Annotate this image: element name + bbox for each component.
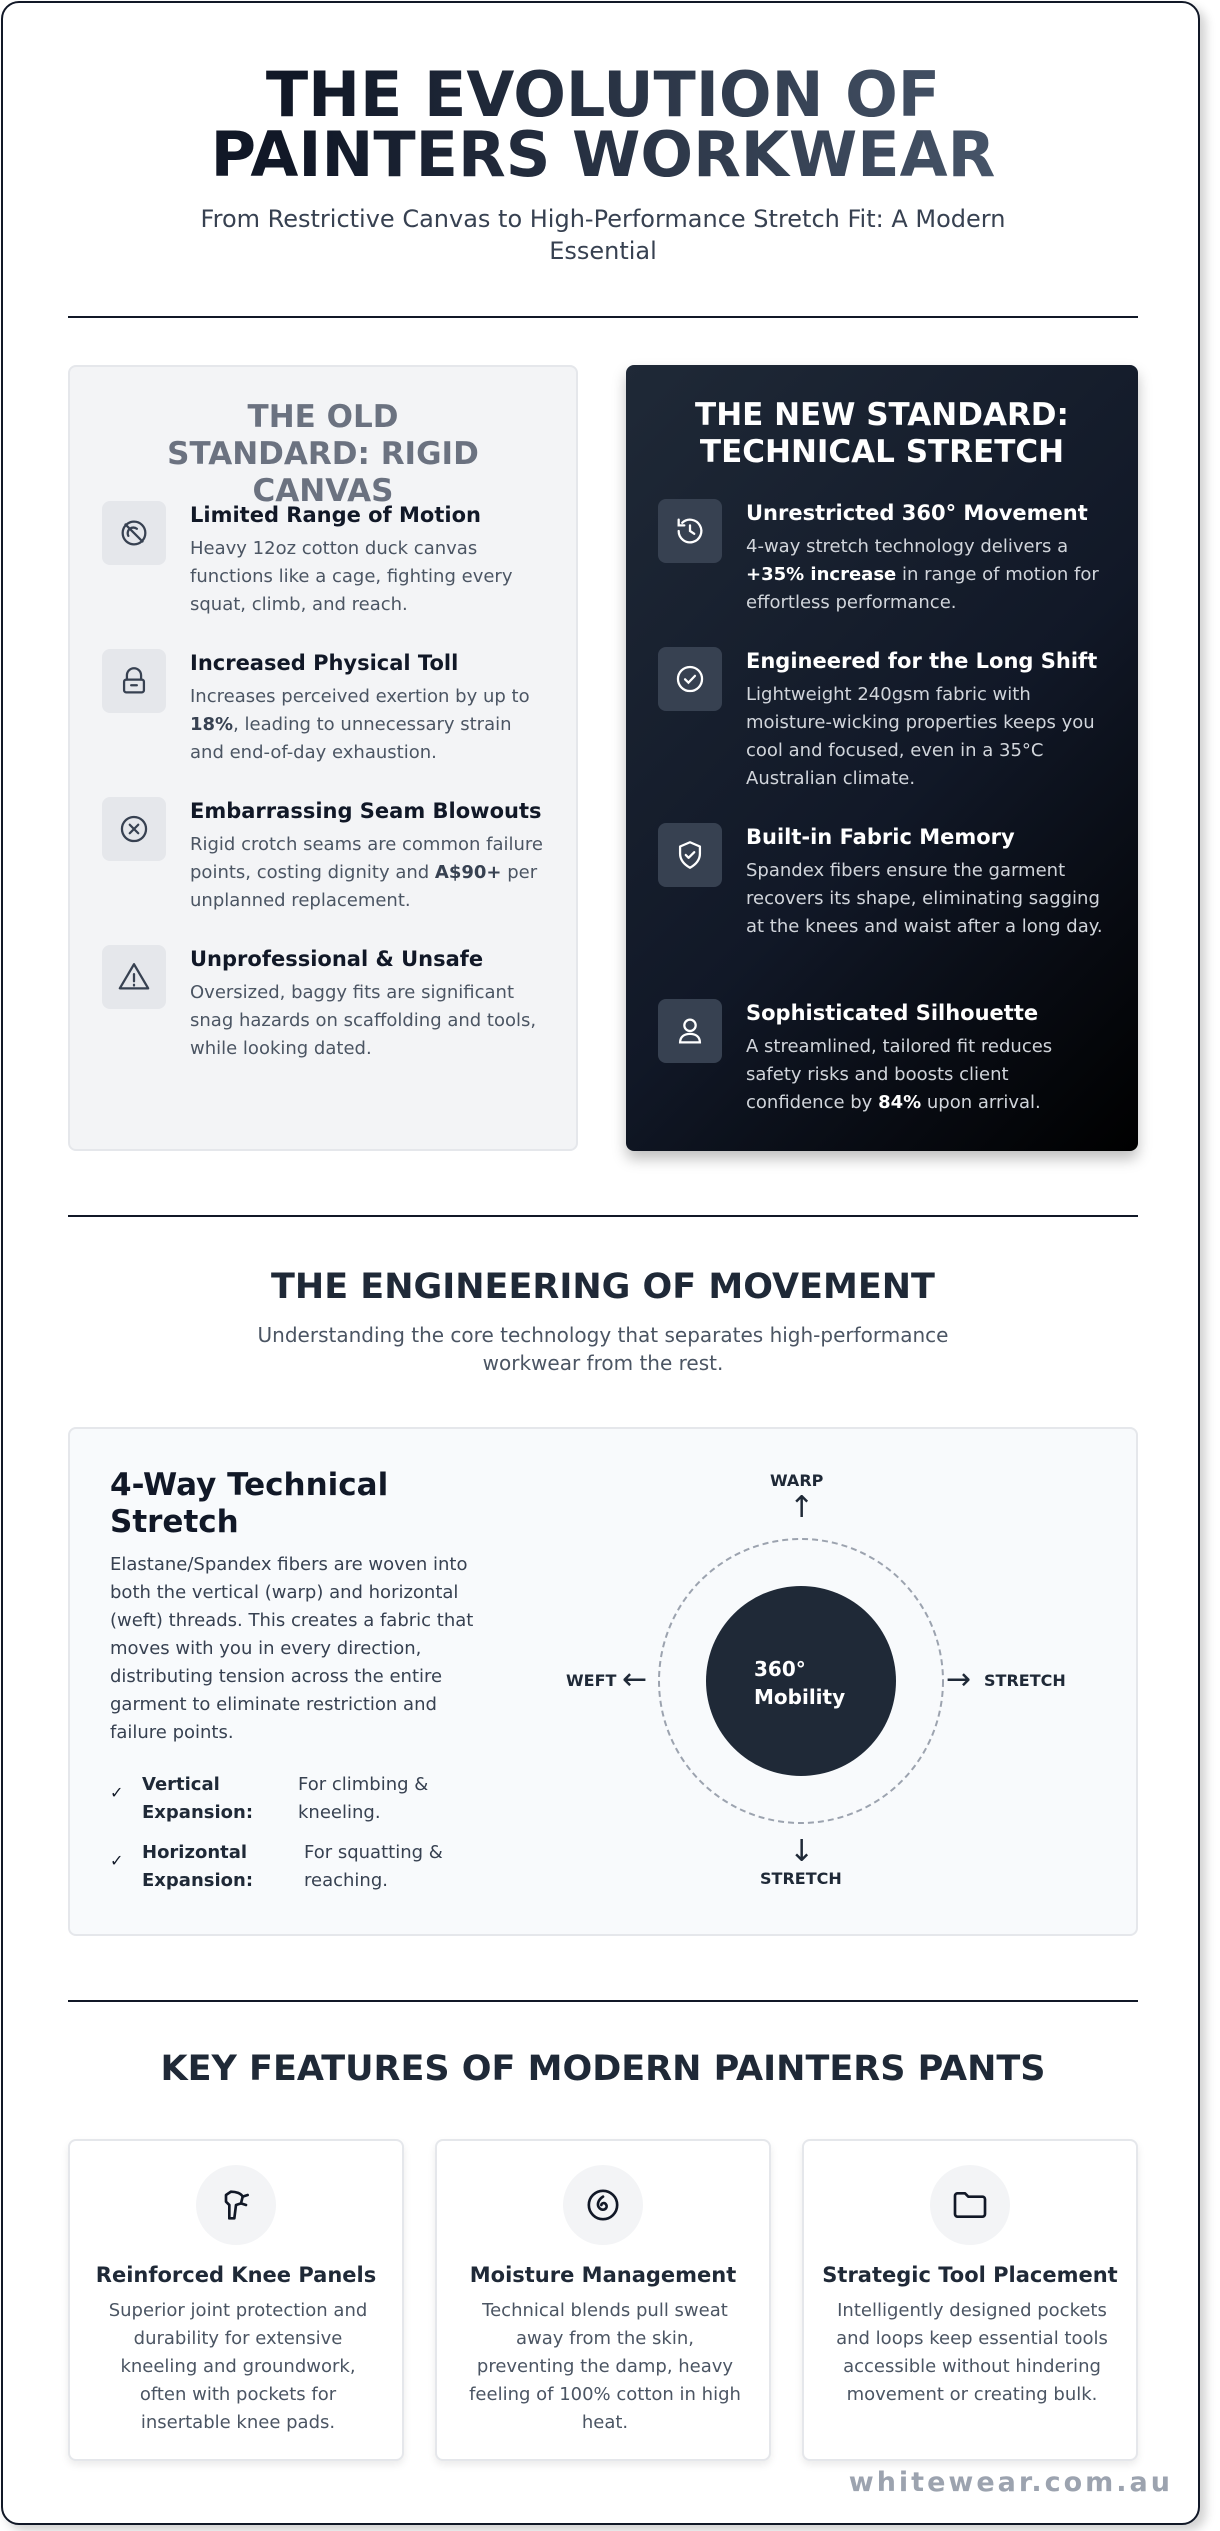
dial-bottom-label: STRETCH: [760, 1869, 842, 1888]
arrow-down-icon: ↓: [789, 1834, 815, 1869]
droplet-swirl-icon: [563, 2165, 643, 2245]
folder-icon: [930, 2165, 1010, 2245]
old-feature-desc: Increases perceived exertion by up to 18%, leading to unnecessary strain and end-of-day exhaustion.: [190, 686, 530, 763]
feature-card-desc: Superior joint protection and durability for extensive kneeling and groundwork, often with pockets for insertable knee pads.: [108, 2300, 368, 2433]
infographic-frame: [1, 1, 1200, 2525]
old-feature-title: Increased Physical Toll: [190, 651, 459, 675]
feature-card: [68, 2139, 404, 2461]
dial-right-label: STRETCH: [984, 1671, 1066, 1690]
new-standard-heading: THE NEW STANDARD: TECHNICAL STRETCH: [695, 397, 1069, 470]
new-feature-desc: 4-way stretch technology delivers a +35% increase in range of motion for effortless performance.: [746, 536, 1099, 613]
feature-card-desc: Technical blends pull sweat away from the skin, preventing the damp, heavy feeling of 100% cotton in high heat.: [469, 2300, 741, 2433]
expansion-label: Vertical Expansion:: [142, 1774, 254, 1823]
user-icon: [658, 999, 722, 1063]
feature-card-desc: Intelligently designed pockets and loops keep essential tools accessible without hindering movement or creating bulk.: [836, 2300, 1108, 2405]
new-feature-title: Unrestricted 360° Movement: [746, 501, 1088, 525]
shield-check-icon: [658, 823, 722, 887]
old-feature-title: Embarrassing Seam Blowouts: [190, 799, 542, 823]
engineering-subtitle: Understanding the core technology that separates high-performance workwear from the rest.: [257, 1323, 949, 1375]
old-feature-desc: Oversized, baggy fits are significant snag hazards on scaffolding and tools, while looking dated.: [190, 982, 537, 1059]
brand-watermark: whitewear.com.au: [848, 2467, 1173, 2498]
check-circle-icon: [658, 647, 722, 711]
divider: [68, 316, 1138, 318]
divider: [68, 2000, 1138, 2002]
feature-card: [802, 2139, 1138, 2461]
warning-icon: [102, 945, 166, 1009]
new-feature-title: Built-in Fabric Memory: [746, 825, 1015, 849]
checkmark-icon: ✓: [110, 1851, 124, 1870]
feature-card-title: Strategic Tool Placement: [822, 2263, 1118, 2287]
feature-card-title: Moisture Management: [469, 2263, 737, 2287]
old-standard-card: [68, 365, 578, 1151]
arrow-up-icon: ↑: [789, 1490, 815, 1525]
new-feature-desc: Spandex fibers ensure the garment recovers its shape, eliminating sagging at the knees and waist after a long day.: [746, 860, 1103, 937]
expansion-value: For squatting & reaching.: [304, 1842, 443, 1891]
dial-center-label: 360° Mobility: [754, 1657, 846, 1709]
knee-pad-icon: [196, 2165, 276, 2245]
old-feature-desc: Rigid crotch seams are common failure points, costing dignity and A$90+ per unplanned replacement.: [190, 834, 544, 911]
new-feature-desc: A streamlined, tailored fit reduces safety risks and boosts client confidence by 84% upon arrival.: [746, 1036, 1053, 1113]
feature-card: [435, 2139, 771, 2461]
stretch-panel: [68, 1427, 1138, 1936]
dial-top-label: WARP: [770, 1471, 824, 1490]
dial-left-label: WEFT: [566, 1671, 617, 1690]
new-feature-desc: Lightweight 240gsm fabric with moisture-wicking properties keeps you cool and focused, even in a 35°C Australian climate.: [746, 684, 1095, 789]
page-subtitle: From Restrictive Canvas to High-Performance Stretch Fit: A Modern Essential: [200, 205, 1006, 265]
new-standard-card: [626, 365, 1138, 1151]
engineering-title: THE ENGINEERING OF MOVEMENT: [271, 1267, 935, 1307]
checkmark-icon: ✓: [110, 1783, 124, 1802]
old-feature-title: Unprofessional & Unsafe: [190, 947, 484, 971]
arrow-right-icon: →: [946, 1662, 972, 1697]
old-feature-desc: Heavy 12oz cotton duck canvas functions like a cage, fighting every squat, climb, and reach.: [190, 538, 513, 615]
new-feature-title: Engineered for the Long Shift: [746, 649, 1098, 673]
divider: [68, 1215, 1138, 1217]
lock-icon: [102, 649, 166, 713]
old-feature-title: Limited Range of Motion: [190, 503, 481, 527]
old-standard-heading: THE OLD STANDARD: RIGID CANVAS: [167, 399, 479, 509]
features-title: KEY FEATURES OF MODERN PAINTERS PANTS: [160, 2049, 1046, 2089]
clock-rotate-icon: [658, 499, 722, 563]
feature-card-title: Reinforced Knee Panels: [95, 2263, 377, 2287]
stretch-body: Elastane/Spandex fibers are woven into both the vertical (warp) and horizontal (weft) threads. This creates a fabric that moves with you in every direction, distributing tension across the entire garment to eliminate restriction and failure points.: [110, 1554, 474, 1743]
expansion-value: For climbing & kneeling.: [298, 1774, 429, 1823]
stretch-title: 4-Way Technical Stretch: [110, 1467, 389, 1540]
new-feature-title: Sophisticated Silhouette: [746, 1001, 1039, 1025]
page-title: THE EVOLUTION OF PAINTERS WORKWEAR: [103, 65, 1103, 185]
restricted-motion-icon: [102, 501, 166, 565]
arrow-left-icon: ←: [622, 1662, 648, 1697]
dollar-cancel-icon: [102, 797, 166, 861]
expansion-label: Horizontal Expansion:: [142, 1842, 254, 1891]
